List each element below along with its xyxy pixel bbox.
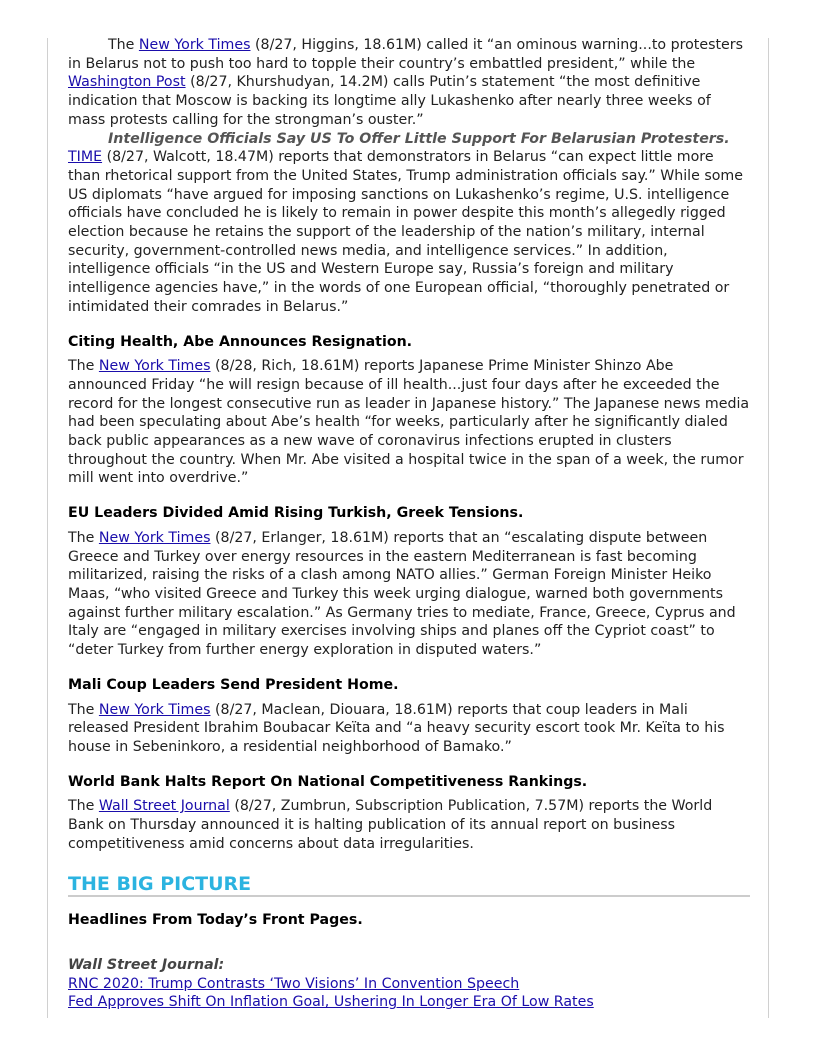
- newsletter-body: [68, 36, 750, 1012]
- text-run: (8/27, Erlanger, 18.61M) reports that an “escalating dispute between Greece and Turkey over energy resources in the eastern Mediterranean is fast becoming militarized, raising the risks of a clash among NATO allies.” German Foreign Minister Heiko Maas, “who visited Greece and Turkey this week urging dialogue, warned both governments against further military escalation.” As Germany tries to mediate, France, Greece, Cyprus and Italy are “engaged in military exercises involving ships and planes off the Cypriot coast” to “deter Turkey from further energy exploration in disputed waters.”: [68, 529, 736, 659]
- source-link[interactable]: New York Times: [98, 701, 211, 718]
- text-run: The: [68, 798, 99, 815]
- text-run: (8/27, Maclean, Diouara, 18.61M) reports that coup leaders in Mali released President Ibrahim Boubacar Keïta and “a heavy security escort took Mr. Keïta to his house in Sebeninkoro, a residential neighborhood of Bamako.”: [68, 701, 725, 755]
- belarus-paragraph-2: [68, 148, 750, 316]
- paper-name: Wall Street Journal:: [68, 956, 225, 973]
- text-run: (8/28, Rich, 18.61M) reports Japanese Prime Minister Shinzo Abe announced Friday “he will resign because of ill health...just four days after he exceeded the record for the longest consecutive run as leader in Japanese history.” The Japanese news media had been speculating about Abe’s health “for weeks, particularly after he significantly dialed back public appearances as a new wave of coronavirus infections erupted in clusters throughout the country. When Mr. Abe visited a hospital twice in the span of a week, the rumor mill went into overdrive.”: [68, 358, 750, 487]
- article-body: [68, 701, 750, 757]
- intelligence-subhead: Intelligence Officials Say US To Offer Little Support For Belarusian Protesters.: [108, 130, 730, 147]
- text-run: (8/27, Zumbrun, Subscription Publication, 7.57M) reports the World Bank on Thursday announced it is halting publication of its annual report on business competitiveness amid concerns about data irregularities.: [68, 798, 713, 852]
- article-world-bank: [68, 773, 750, 854]
- source-link-wapo[interactable]: Washington Post: [68, 74, 186, 91]
- article-abe: [68, 333, 750, 489]
- source-link[interactable]: New York Times: [98, 529, 211, 546]
- article-body: [68, 529, 750, 660]
- article-headline: EU Leaders Divided Amid Rising Turkish, Greek Tensions.: [68, 505, 524, 522]
- text-run: The: [68, 358, 99, 375]
- article-headline: World Bank Halts Report On National Competitiveness Rankings.: [68, 773, 588, 790]
- section-title-big-picture: THE BIG PICTURE: [68, 875, 750, 897]
- page-border-left: [47, 38, 48, 1018]
- source-link-nyt[interactable]: New York Times: [138, 37, 251, 53]
- belarus-paragraph-1: [68, 36, 750, 130]
- article-body: [68, 357, 750, 488]
- article-headline: Mali Coup Leaders Send President Home.: [68, 676, 399, 693]
- article-eu-turkey-greece: [68, 504, 750, 660]
- text-run: The: [68, 529, 99, 546]
- headline-link[interactable]: Fed Approves Shift On Inflation Goal, Ushering In Longer Era Of Low Rates: [68, 994, 594, 1011]
- source-link[interactable]: Wall Street Journal: [98, 798, 230, 815]
- article-headline: Citing Health, Abe Announces Resignation.: [68, 333, 413, 350]
- source-link-time[interactable]: TIME: [68, 149, 103, 166]
- article-mali: [68, 676, 750, 757]
- text-run: (8/27, Walcott, 18.47M) reports that demonstrators in Belarus “can expect little more than rhetorical support from the United States, Trump administration officials say.” While some US diplomats “have argued for imposing sanctions on Lukashenko’s regime, U.S. intelligence officials have concluded he is likely to remain in power despite this month’s allegedly rigged election because he retains the support of the leadership of the nation’s military, internal security, government-controlled news media, and intelligence services.” In addition, intelligence officials “in the US and Western Europe say, Russia’s foreign and military intelligence agencies have,” in the words of one European official, “thoroughly penetrated or intimidated their comrades in Belarus.”: [68, 149, 743, 315]
- article-body: [68, 797, 750, 853]
- text-run: The: [68, 701, 99, 718]
- belarus-subhead: [68, 130, 750, 149]
- text-run: (8/27, Higgins, 18.61M) called it “an ominous warning...to protesters in Belarus not to push too hard to topple their country’s embattled president,” while the: [68, 37, 743, 72]
- text-run: (8/27, Khurshudyan, 14.2M) calls Putin’s statement “the most definitive indication that Moscow is backing its longtime ally Lukashenko after nearly three weeks of mass protests calling for the strongman’s ouster.”: [68, 74, 711, 128]
- text-run: The: [108, 37, 139, 53]
- source-link[interactable]: New York Times: [98, 358, 211, 375]
- headline-link[interactable]: RNC 2020: Trump Contrasts ‘Two Visions’ In Convention Speech: [68, 975, 520, 992]
- front-pages-headline: Headlines From Today’s Front Pages.: [68, 912, 363, 929]
- page-border-right: [768, 38, 769, 1018]
